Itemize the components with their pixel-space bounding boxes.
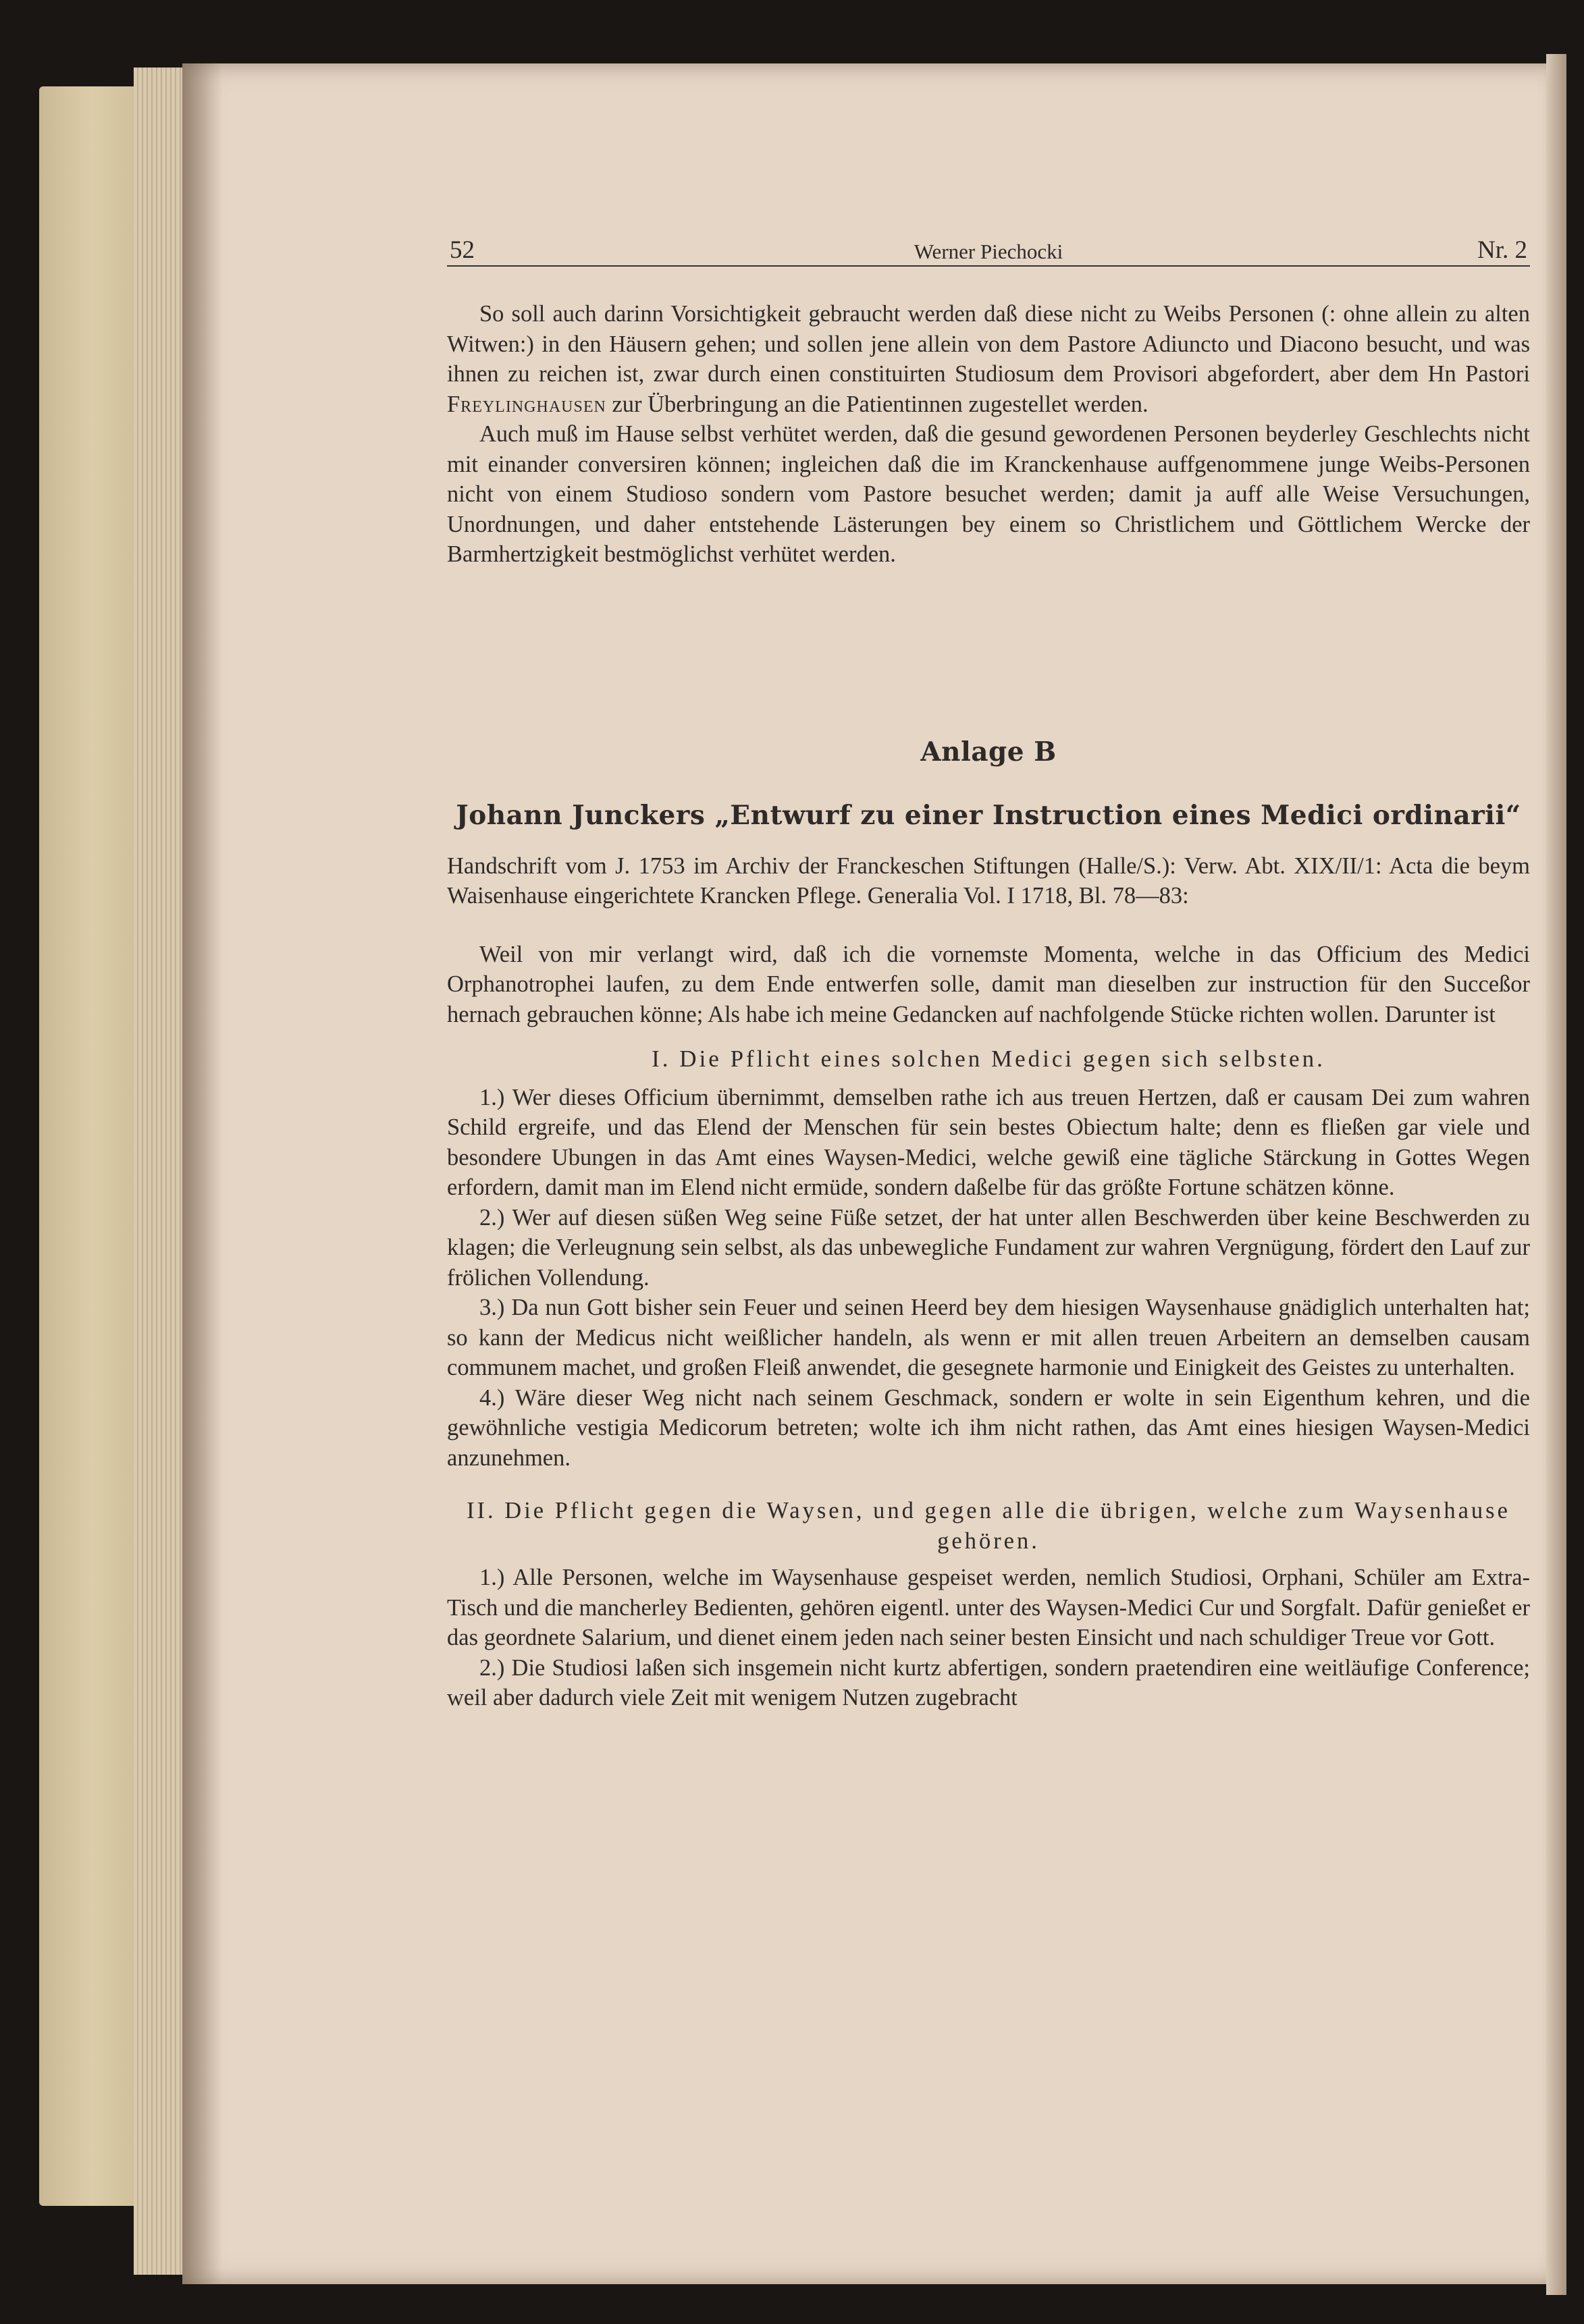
section-2-heading: II. Die Pflicht gegen die Waysen, und gegen alle die übrigen, welche zum Waysenhause gehören. <box>467 1498 1510 1554</box>
running-author: Werner Piechocki <box>914 240 1063 263</box>
appendix-label: Anlage B <box>920 736 1057 767</box>
gutter-shadow <box>182 63 223 2284</box>
issue-number: Nr. 2 <box>1477 236 1527 264</box>
intro-paragraph: Weil von mir verlangt wird, daß ich die vornemste Momenta, welche in das Officium des Medici Orphanotrophei laufen, zu dem Ende entwerfen solle, damit man dieselben zur instruction für den Succeßor hernach gebrauchen könne; Als habe ich meine Gedancken auf nachfolgende Stücke richten wollen. Darunter ist <box>447 941 1530 1027</box>
running-head <box>447 233 1530 267</box>
page-number: 52 <box>450 236 475 264</box>
section-1-item: 3.) Da nun Gott bisher sein Feuer und seinen Heerd bey dem hiesigen Waysenhause gnädiglich unterhalten hat; so kann der Medicus nicht weißlicher handeln, als wenn er mit allen treuen Arbeitern an demselben causam communem machet, und großen Fleiß anwendet, die gesegnete harmonie und Einigkeit des Geistes zu unterhalten. <box>447 1295 1530 1380</box>
section-1-item: 2.) Wer auf diesen süßen Weg seine Füße setzet, der hat unter allen Beschwerden über keine Beschwerden zu klagen; die Verleugnung sein selbst, als das unbewegliche Fundament zur wahren Vergnügung, fördert den Lauf zur frölichen Vollendung. <box>447 1204 1530 1291</box>
continuation-text: So soll auch darinn Vorsichtigkeit gebraucht werden daß diese nicht zu Weibs Personen (: ohne allein zu alten Witwen:) in den Häusern gehen; und sollen jene allein von dem Pastore Adiuncto und Diacono besucht, und was ihnen zu reichen ist, zwar durch einen constituirten Studiosum dem Provisori abgefordert, aber dem Hn Pastori <box>447 301 1530 387</box>
continuation-tail: zur Überbringung an die Patientinnen zugestellet werden. <box>612 391 1149 417</box>
page-right-edge <box>1546 54 1566 2295</box>
section-2-item: 1.) Alle Personen, welche im Waysenhause gespeiset werden, nemlich Studiosi, Orphani, Schüler am Extra-Tisch und die mancherley Bedienten, gehören eigentl. unter des Waysen-Medici Cur und Sorgfalt. Dafür genießet er das geordnete Salarium, und dienet einem jeden nach seiner besten Einsicht und nach schuldiger Treue vor Gott. <box>447 1565 1530 1650</box>
appendix-title: Johann Junckers „Entwurf zu einer Instruction eines Medici ordinarii“ <box>456 800 1521 831</box>
continuation-paragraph-1 <box>447 299 1530 419</box>
continuation-paragraph-2: Auch muß im Hause selbst verhütet werden, daß die gesund gewordenen Personen beyderley Geschlechts nicht mit einander conversiren können; ingleichen daß die im Kranckenhause auffgenommene junge Weibs-Personen nicht von einem Studioso sondern vom Pastore besuchet werden; damit ja auff alle Weise Versuchungen, Unordnungen, und daher entstehende Lästerungen bey einem so Christlichem und Göttlichem Wercke der Barmhertzigkeit bestmöglichst verhütet werden. <box>447 421 1530 567</box>
person-name-smallcaps: Freylinghausen <box>447 391 606 417</box>
source-citation: Handschrift vom J. 1753 im Archiv der Franckeschen Stiftungen (Halle/S.): Verw. Abt. XIX/II/1: Acta die beym Waisenhause eingerichtete Krancken Pflege. Generalia Vol. I 1718, Bl. 78—83: <box>447 853 1530 909</box>
section-2-item: 2.) Die Studiosi laßen sich insgemein nicht kurtz abfertigen, sondern praetendiren eine weitläufige Conference; weil aber dadurch viele Zeit mit wenigem Nutzen zugebracht <box>447 1654 1530 1710</box>
section-1-item: 4.) Wäre dieser Weg nicht nach seinem Geschmack, sondern er wolte in sein Eigenthum kehren, und die gewöhnliche vestigia Medicorum betreten; wolte ich ihm nicht rathen, das Amt eines hiesigen Waysen-Medici anzunehmen. <box>447 1384 1530 1471</box>
page-content <box>447 233 1530 1713</box>
section-1-heading: I. Die Pflicht eines solchen Medici gegen sich selbsten. <box>652 1046 1325 1072</box>
section-1-item: 1.) Wer dieses Officium übernimmt, demselben rathe ich aus treuen Hertzen, daß er causam Dei zum wahren Schild ergreife, und das Elend der Menschen für sein bestes Obiectum halte; denn es fließen gar viele und besondere Ubungen in das Amt eines Waysen-Medici, welche gewiß eine tägliche Stärckung in Gottes Wegen erfordern, damit man im Elend nicht ermüde, sondern daßelbe für das größte Fortune schätzen könne. <box>447 1084 1530 1200</box>
